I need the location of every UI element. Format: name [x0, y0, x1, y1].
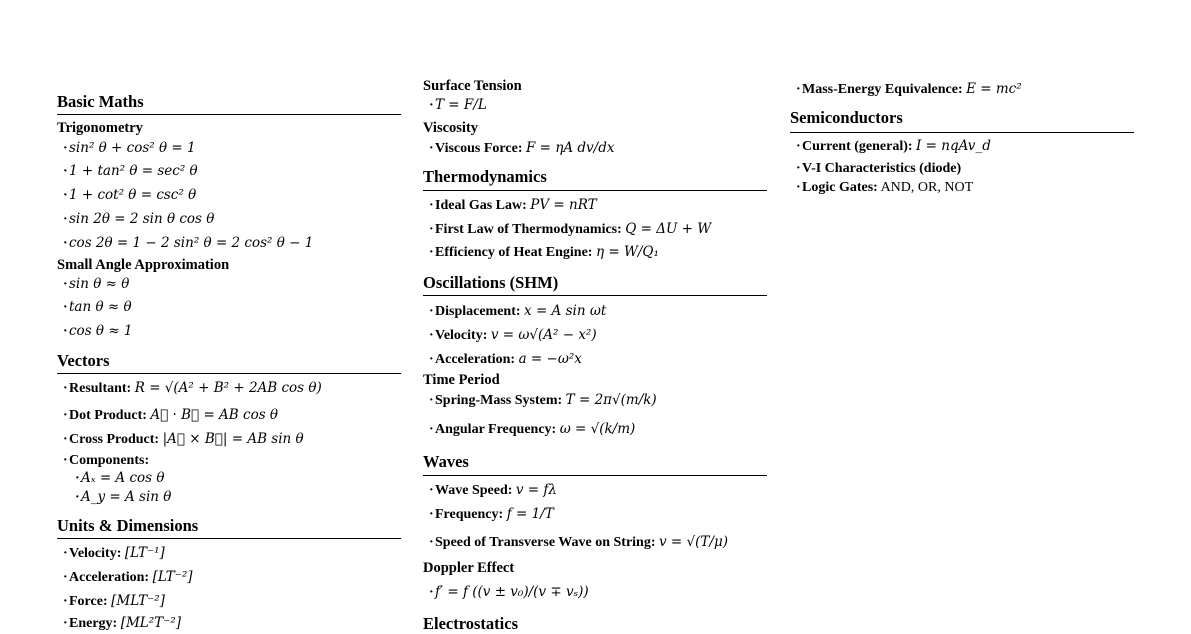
section-rule [57, 538, 401, 539]
list-item: ·Viscous Force: F = ηA dv/dx [429, 140, 615, 156]
list-item: ·Dot Product: A⃗ · B⃗ = AB cos θ [63, 407, 279, 423]
list-item: ·1 + tan² θ = sec² θ [63, 163, 198, 179]
list-item: ·Speed of Transverse Wave on String: v = √(T/μ) [429, 534, 728, 550]
list-item: ·Spring-Mass System: T = 2π√(m/k) [429, 392, 657, 408]
list-item: ·1 + cot² θ = csc² θ [63, 187, 197, 203]
section-thermodynamics-title: Thermodynamics [423, 167, 547, 186]
list-item: ·Current (general): I = nqAv_d [796, 138, 991, 154]
section-rule [57, 373, 401, 374]
list-item: ·A_y = A sin θ [75, 489, 172, 505]
section-shm-title: Oscillations (SHM) [423, 273, 559, 292]
list-item: ·V-I Characteristics (diode) [796, 161, 962, 176]
section-rule [790, 132, 1134, 133]
subsection-doppler: Doppler Effect [423, 560, 515, 576]
list-item: ·Components: [63, 453, 150, 468]
section-vectors-title: Vectors [57, 351, 110, 370]
subsection-surface-tension: Surface Tension [423, 78, 522, 94]
list-item: ·Displacement: x = A sin ωt [429, 303, 607, 319]
list-item: ·Ideal Gas Law: PV = nRT [429, 197, 597, 213]
list-item: ·T = F/L [429, 97, 487, 113]
list-item: ·First Law of Thermodynamics: Q = ΔU + W [429, 221, 712, 237]
section-electrostatics-title: Electrostatics [423, 614, 518, 633]
list-item: ·tan θ ≈ θ [63, 299, 132, 315]
list-item: ·Velocity: v = ω√(A² − x²) [429, 327, 597, 343]
list-item: ·Acceleration: a = −ω²x [429, 351, 582, 367]
section-semiconductors-title: Semiconductors [790, 108, 903, 127]
list-item: ·cos θ ≈ 1 [63, 323, 133, 339]
subsection-time-period: Time Period [423, 372, 500, 388]
list-item: ·Efficiency of Heat Engine: η = W/Q₁ [429, 244, 659, 260]
subsection-viscosity: Viscosity [423, 120, 479, 136]
section-basic-maths-title: Basic Maths [57, 92, 144, 111]
list-item: ·cos 2θ = 1 − 2 sin² θ = 2 cos² θ − 1 [63, 235, 314, 251]
list-item: ·sin θ ≈ θ [63, 276, 130, 292]
list-item: ·Aₓ = A cos θ [75, 470, 165, 486]
list-item: ·Logic Gates: AND, OR, NOT [796, 180, 974, 195]
list-item: ·Cross Product: |A⃗ × B⃗| = AB sin θ [63, 431, 304, 447]
list-item: ·Wave Speed: v = fλ [429, 482, 557, 498]
list-item: ·Energy: [ML²T⁻²] [63, 615, 181, 631]
list-item: ·sin² θ + cos² θ = 1 [63, 140, 196, 156]
section-rule [423, 475, 767, 476]
list-item: ·sin 2θ = 2 sin θ cos θ [63, 211, 215, 227]
list-item: ·Angular Frequency: ω = √(k/m) [429, 421, 636, 437]
list-item: ·Force: [MLT⁻²] [63, 593, 165, 609]
section-units-title: Units & Dimensions [57, 516, 199, 535]
section-waves-title: Waves [423, 452, 469, 471]
subsection-small-angle: Small Angle Approximation [57, 257, 230, 273]
section-rule [423, 190, 767, 191]
list-item: ·Resultant: R = √(A² + B² + 2AB cos θ) [63, 380, 322, 396]
list-item: ·Acceleration: [LT⁻²] [63, 569, 193, 585]
section-rule [57, 114, 401, 115]
subsection-trigonometry: Trigonometry [57, 120, 143, 136]
list-item: ·Frequency: f = 1/T [429, 506, 554, 522]
list-item: ·f′ = f ((v ± v₀)/(v ∓ vₛ)) [429, 584, 589, 600]
list-item: ·Mass-Energy Equivalence: E = mc² [796, 81, 1022, 97]
list-item: ·Velocity: [LT⁻¹] [63, 545, 165, 561]
section-rule [423, 295, 767, 296]
